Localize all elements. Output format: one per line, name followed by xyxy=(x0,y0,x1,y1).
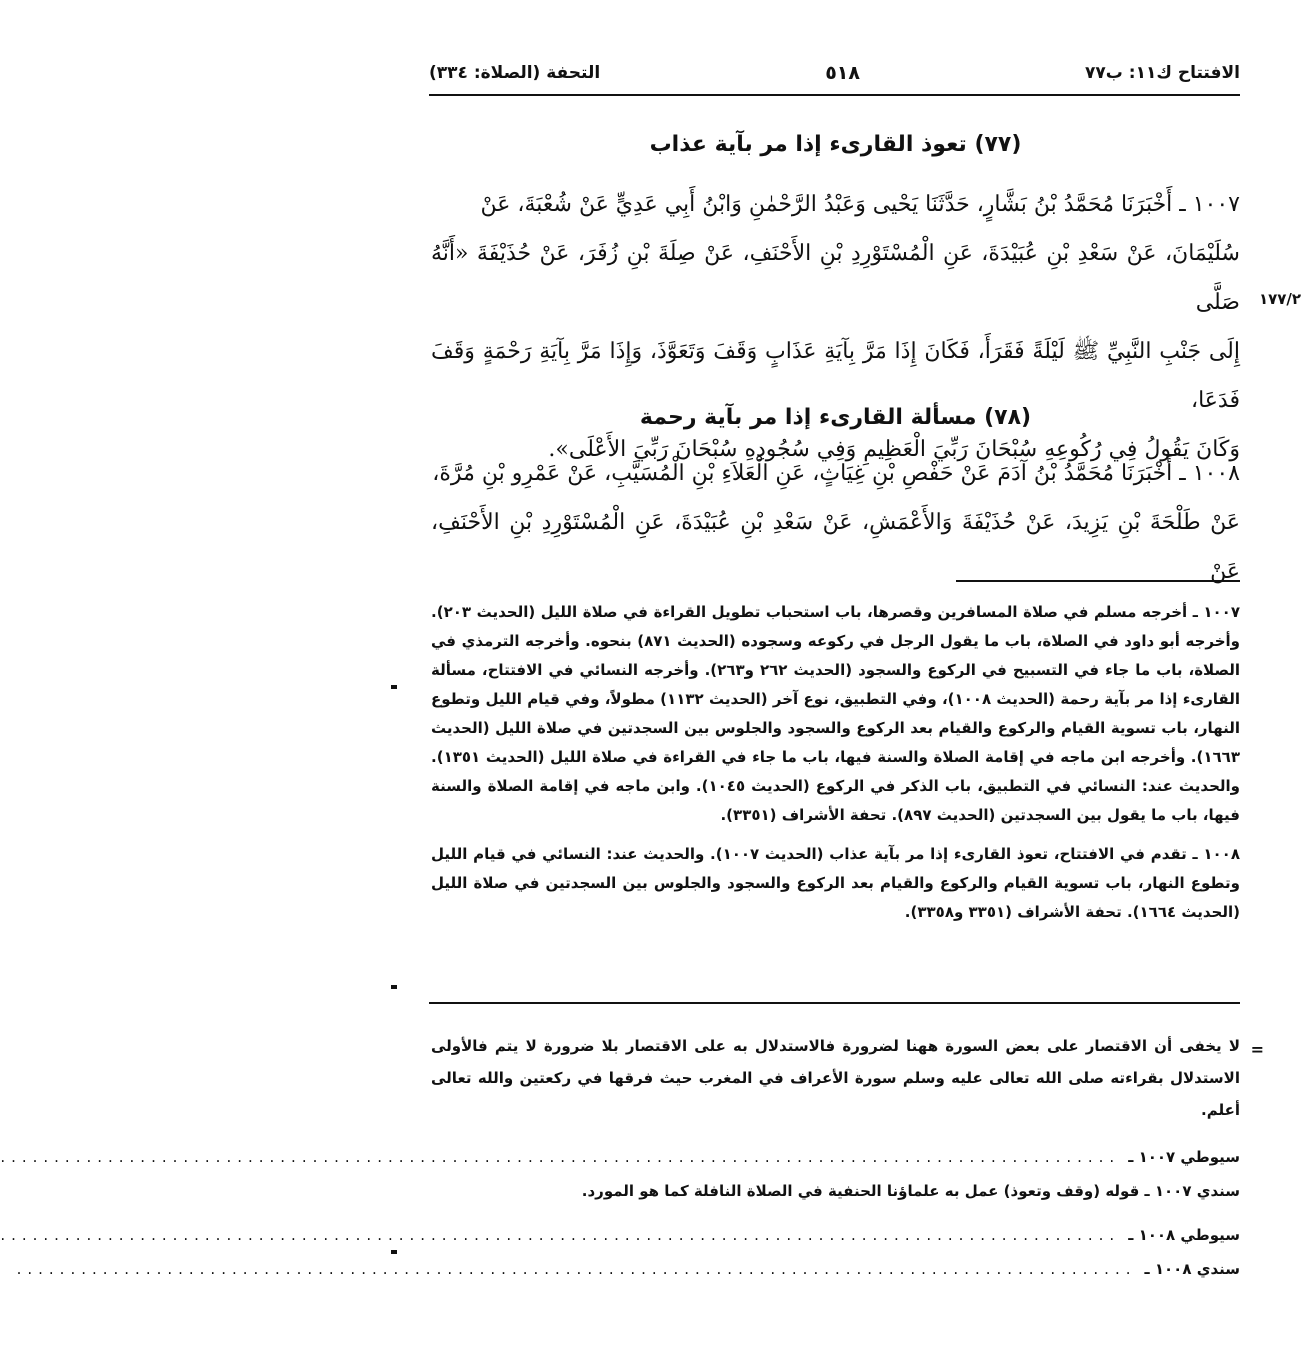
suyuti-1007-row xyxy=(0,1140,1240,1174)
footnote-1008: ١٠٠٨ ـ تقدم في الافتتاح، تعوذ القارىء إذا مر بآية عذاب (الحديث ١٠٠٧). والحديث عند: النسائي في قيام الليل وتطوع النهار، باب تسوية القيام والركوع والقيام بعد الركوع والسجود والجلوس بين السجدتين في صلاة الليل (الحديث ١٦٦٤). تحفة الأشراف (٣٣٥١ و٣٣٥٨). xyxy=(431,845,1240,921)
header-rule xyxy=(429,94,1240,96)
dotted-leader: ........................................................................................................ xyxy=(16,1260,1137,1278)
commentary-paragraph: لا يخفى أن الاقتصار على بعض السورة ههنا لضرورة فالاستدلال به على الاقتصار بلا ضرورة لا يتم فالأولى الاستدلال بقراءته صلى الله تعالى عليه وسلم سورة الأعراف في المغرب حيث فرقها في ركعتين والله تعالى أعلم. xyxy=(431,1037,1240,1119)
chapter-77-title: (٧٧) تعوذ القارىء إذا مر بآية عذاب xyxy=(649,132,1022,157)
commentary-rule xyxy=(429,1002,1240,1004)
footnote-1007: ١٠٠٧ ـ أخرجه مسلم في صلاة المسافرين وقصرها، باب استحباب تطويل القراءة في صلاة الليل (الحديث ٢٠٣). وأخرجه أبو داود في الصلاة، باب ما يقول الرجل في ركوعه وسجوده (الحديث ٨٧١) بنحوه. وأخرجه الترمذي في الصلاة، باب ما جاء في التسبيح في الركوع والسجود (الحديث ٢٦٢ و٢٦٣). وأخرجه النسائي في الافتتاح، مسألة القارىء إذا مر بآية رحمة (الحديث ١٠٠٨)، وفي التطبيق، نوع آخر (الحديث ١١٣٢) مطولاً، وفي قيام الليل وتطوع النهار، باب تسوية القيام والركوع والقيام بعد الركوع والسجود والجلوس بين السجدتين في صلاة الليل (الحديث ١٦٦٣). وأخرجه ابن ماجه في إقامة الصلاة والسنة فيها، باب ما جاء في القراءة في صلاة الليل (الحديث ١٣٥١). والحديث عند: النسائي في التطبيق، باب الذكر في الركوع (الحديث ١٠٤٥). وابن ماجه في إقامة الصلاة والسنة فيها، باب ما يقول بين السجدتين (الحديث ٨٩٧). تحفة الأشراف (٣٣٥١). xyxy=(431,603,1241,824)
dotted-leader: ........................................................................................................ xyxy=(0,1148,1121,1166)
sindi-1008-row xyxy=(16,1252,1240,1286)
sindi-1007-note: سندي ١٠٠٧ ـ قوله (وقف وتعوذ) عمل به علماؤنا الحنفية في الصلاة النافلة كما هو المورد. xyxy=(581,1182,1240,1200)
running-header xyxy=(429,58,1240,88)
page-number: ٥١٨ xyxy=(825,62,860,84)
edge-scan-mark xyxy=(391,985,397,989)
footnote-rule xyxy=(956,580,1240,582)
suyuti-1008-row xyxy=(0,1218,1240,1252)
continuation-mark: = xyxy=(1250,1040,1264,1059)
dotted-leader: ........................................................................................................ xyxy=(0,1226,1121,1244)
hadith-line: سُلَيْمَانَ، عَنْ سَعْدِ بْنِ عُبَيْدَةَ، عَنِ الْمُسْتَوْرِدِ بْنِ الأَحْنَفِ، عَنْ صِلَةَ بْنِ زُفَرَ، عَنْ حُذَيْفَةَ «أَنَّهُ صَلَّى xyxy=(431,241,1240,315)
hadith-line: إِلَى جَنْبِ النَّبِيِّ ﷺ لَيْلَةً فَقَرَأَ، فَكَانَ إِذَا مَرَّ بِآيَةِ عَذَابٍ وَقَفَ وَتَعَوَّذَ، وَإِذَا مَرَّ بِآيَةِ رَحْمَةٍ وَقَفَ فَدَعَا، xyxy=(431,339,1240,413)
hadith-1008 xyxy=(431,449,1240,596)
chapter-78-title: (٧٨) مسألة القارىء إذا مر بآية رحمة xyxy=(639,405,1032,430)
edge-scan-mark xyxy=(391,1250,397,1254)
edge-scan-mark xyxy=(391,685,397,689)
suyuti-1007-label: سيوطي ١٠٠٧ ـ xyxy=(1128,1148,1240,1166)
commentary-block xyxy=(0,1030,1264,1286)
header-section-ref: الافتتاح ك١١: ب٧٧ xyxy=(1085,63,1240,83)
hadith-line: ١٠٠٧ ـ أَخْبَرَنَا مُحَمَّدُ بْنُ بَشَّارٍ، حَدَّثَنَا يَحْيى وَعَبْدُ الرَّحْمٰنِ وَابْنُ أَبِي عَدِيٍّ عَنْ شُعْبَةَ، عَنْ xyxy=(480,192,1240,217)
hadith-line: عَنْ طَلْحَةَ بْنِ يَزِيدَ، عَنْ حُذَيْفَةَ وَالأَعْمَشِ، عَنْ سَعْدِ بْنِ عُبَيْدَةَ، عَنِ الْمُسْتَوْرِدِ بْنِ الأَحْنَفِ، عَنْ xyxy=(431,510,1240,584)
header-tuhfa-ref: التحفة (الصلاة: ٣٣٤) xyxy=(429,63,601,83)
hadith-line: وَكَانَ يَقُولُ فِي رُكُوعِهِ سُبْحَانَ رَبِّيَ الْعَظِيمِ وَفِي سُجُودِهِ سُبْحَانَ رَبِّيَ الأَعْلَى». xyxy=(548,437,1240,462)
margin-volume-page-ref: ١٧٧/٢ xyxy=(1258,290,1302,308)
takhrij-footnotes xyxy=(431,598,1240,937)
suyuti-1008-label: سيوطي ١٠٠٨ ـ xyxy=(1128,1226,1240,1244)
hadith-line: ١٠٠٨ ـ أَخْبَرَنَا مُحَمَّدُ بْنُ آدَمَ عَنْ حَفْصِ بْنِ غِيَاثٍ، عَنِ الْعَلاَءِ بْنِ الْمُسَيَّبِ، عَنْ عَمْرِو بْنِ مُرَّةَ، xyxy=(432,461,1240,486)
sindi-1008-label: سندي ١٠٠٨ ـ xyxy=(1144,1260,1240,1278)
